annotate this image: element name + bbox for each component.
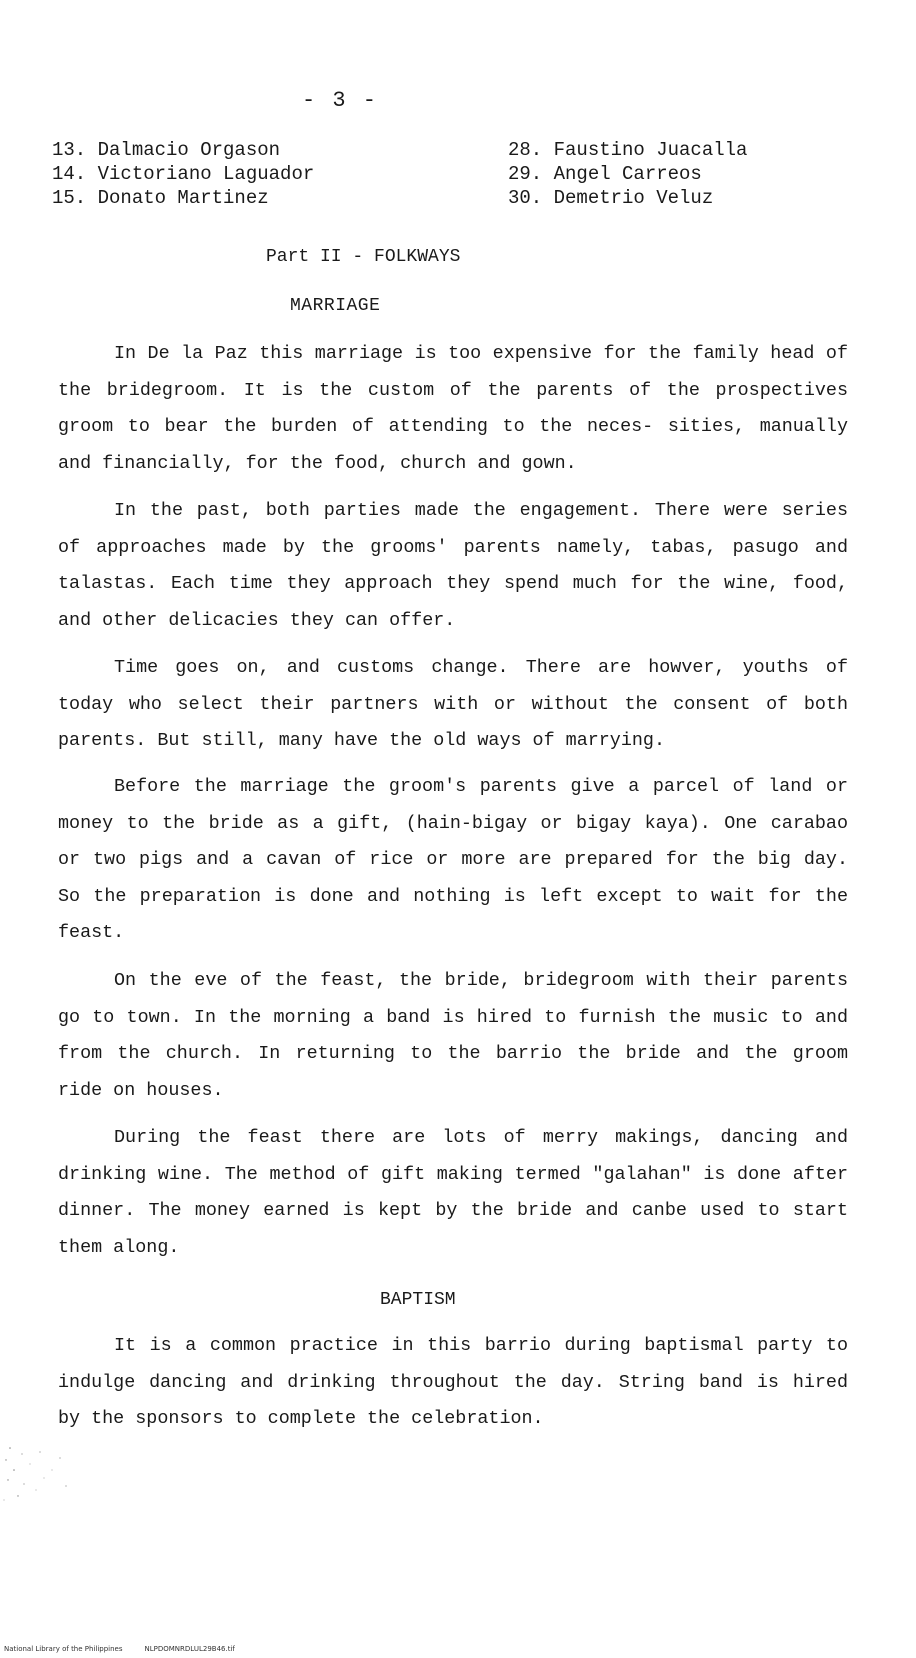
section-heading-baptism: BAPTISM xyxy=(380,1290,456,1310)
list-item: 14. Victoriano Laguador xyxy=(52,163,315,185)
list-item: 15. Donato Martinez xyxy=(52,187,269,209)
marriage-paragraph: In the past, both parties made the engagement. There were series of approaches made by the grooms' parents namely, tabas, pasugo and talastas. Each time they approach they spend much for the wine, food, and other delicacies they can offer. xyxy=(58,500,848,631)
marriage-paragraph: On the eve of the feast, the bride, bridegroom with their parents go to town. In the morning a band is hired to furnish the music to and from the church. In returning to the barrio the bride and the groom ride on houses. xyxy=(58,970,848,1101)
marriage-paragraph: Before the marriage the groom's parents give a parcel of land or money to the bride as a gift, (hain-bigay or bigay kaya). One carabao or two pigs and a cavan of rice or more are prepared for the big day. So the preparation is done and nothing is left except to wait for the feast. xyxy=(58,776,848,943)
page-number: - 3 - xyxy=(301,88,378,113)
list-item: 13. Dalmacio Orgason xyxy=(52,139,281,161)
list-item: 29. Angel Carreos xyxy=(508,163,702,185)
baptism-paragraph: It is a common practice in this barrio during baptismal party to indulge dancing and drinking throughout the day. String band is hired by the sponsors to complete the celebration. xyxy=(58,1335,848,1429)
informant-list-right xyxy=(508,138,747,210)
section-heading-marriage: MARRIAGE xyxy=(290,296,381,316)
informant-list-left xyxy=(52,138,314,210)
scan-noise-decoration xyxy=(0,1440,80,1510)
marriage-paragraph: During the feast there are lots of merry makings, dancing and drinking wine. The method of gift making termed "galahan" is done after dinner. The money earned is kept by the bride and canbe used to start them along. xyxy=(58,1127,848,1258)
part-heading: Part II - FOLKWAYS xyxy=(266,247,461,267)
footer-library: National Library of the Philippines xyxy=(4,1645,123,1653)
marriage-paragraph: Time goes on, and customs change. There are howver, youths of today who select their partners with or without the consent of both parents. But still, many have the old ways of marrying. xyxy=(58,657,848,751)
footer-file: NLPDOMNRDLUL29B46.tif xyxy=(144,1645,235,1653)
list-item: 28. Faustino Juacalla xyxy=(508,139,748,161)
list-item: 30. Demetrio Veluz xyxy=(508,187,714,209)
footer xyxy=(4,1645,257,1653)
marriage-paragraph: In De la Paz this marriage is too expensive for the family head of the bridegroom. It is the custom of the parents of the prospectives groom to bear the burden of attending to the neces- sities, manually and financially, for the food, church and gown. xyxy=(58,343,848,474)
